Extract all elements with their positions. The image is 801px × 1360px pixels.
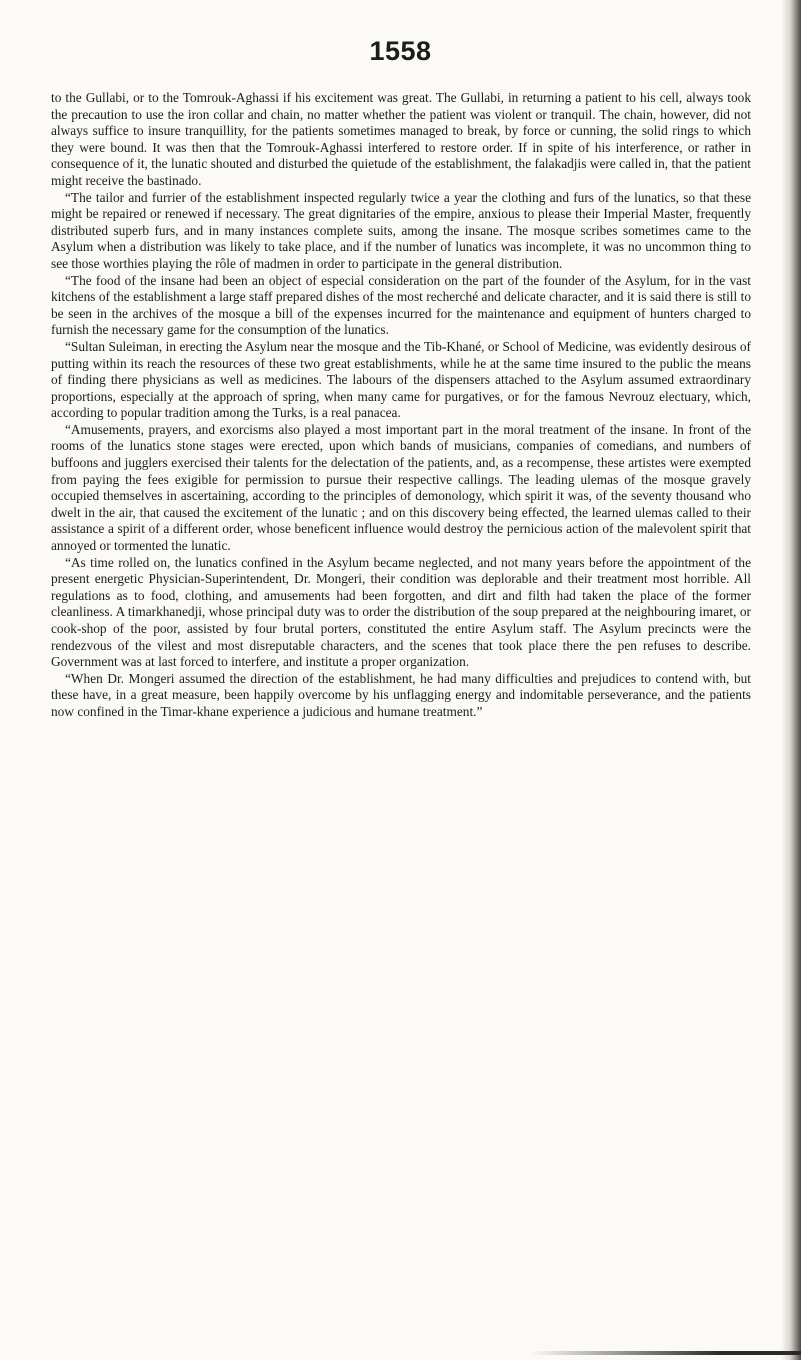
paragraph: “The food of the insane had been an object of especial consideration on the part of the founder of the Asylum, for in the vast kitchens of the establishment a large staff prepared dishes of the most recherché and delicate character, and it is said there is still to be seen in the archives of the mosque a bill of the expenses incurred for the maintenance and equipment of hunters charged to furnish the necessary game for the consumption of the lunatics. — [51, 272, 751, 338]
paragraph: “Amusements, prayers, and exorcisms also played a most important part in the moral treatment of the insane. In front of the rooms of the lunatics stone stages were erected, upon which bands of musicians, companies of comedians, and numbers of buffoons and jugglers exercised their talents for the delectation of the patients, and, as a recompense, these artistes were exempted from paying the fees exigible for permission to pursue their respective callings. The leading ulemas of the mosque gravely occupied themselves in ascertaining, according to the principles of demonology, which spirit it was, of the seventy thousand who dwelt in the air, that caused the excitement of the lunatic ; and on this discovery being effected, the learned ulemas called to their assistance a spirit of a different order, whose beneficent influence would destroy the pernicious action of the malevolent spirit that annoyed or tormented the lunatic. — [51, 421, 751, 554]
body-text — [51, 90, 751, 721]
paragraph: “When Dr. Mongeri assumed the direction of the establishment, he had many difficulties and prejudices to contend with, but these have, in a great measure, been happily overcome by his unflagging energy and indomitable perseverance, and the patients now confined in the Timar-khane experience a judicious and humane treatment.” — [51, 670, 751, 719]
paragraph: to the Gullabi, or to the Tomrouk-Aghassi if his excitement was great. The Gullabi, in returning a patient to his cell, always took the precaution to use the iron collar and chain, no matter whether the patient was violent or tranquil. The chain, however, did not always suffice to insure tranquillity, for the patients sometimes managed to break, by force or cunning, the solid rings to which they were bound. It was then that the Tomrouk-Aghassi interfered to restore order. If in spite of his interference, or rather in consequence of it, the lunatic shouted and disturbed the quietude of the establishment, the falakadjis were called in, that the patient might receive the bastinado. — [51, 90, 751, 188]
page-number: 1558 — [369, 36, 432, 66]
paragraph: “The tailor and furrier of the establishment inspected regularly twice a year the clothing and furs of the lunatics, so that these might be repaired or renewed if necessary. The great dignitaries of the empire, anxious to please their Imperial Master, frequently distributed superb furs, and in many instances complete suits, among the insane. The mosque scribes sometimes came to the Asylum when a distribution was likely to take place, and if the number of lunatics was incomplete, it was no uncommon thing to see those worthies playing the rôle of madmen in order to participate in the general distribution. — [51, 189, 751, 271]
paragraph: “Sultan Suleiman, in erecting the Asylum near the mosque and the Tib-Khané, or School of Medicine, was evidently desirous of putting within its reach the resources of these two great establishments, while he at the same time insured to the public the means of finding there physicians as well as medicines. The labours of the dispensers attached to the Asylum assumed extraordinary proportions, especially at the approach of spring, when many came for purgatives, or for the famous Nevrouz electuary, which, according to popular tradition among the Turks, is a real panacea. — [51, 338, 751, 421]
bottom-edge-shadow — [530, 1351, 801, 1355]
paragraph: “As time rolled on, the lunatics confined in the Asylum became neglected, and not many years before the appointment of the present energetic Physician-Superintendent, Dr. Mongeri, their condition was deplorable and their treatment most horrible. All regulations as to food, clothing, and amusements had been forgotten, and dirt and filth had taken the place of the former cleanliness. A timarkhanedji, whose principal duty was to order the distribution of the soup prepared at the neighbouring imaret, or cook-shop of the poor, assisted by four brutal porters, constituted the entire Asylum staff. The Asylum precincts were the rendezvous of the vilest and most disreputable characters, and the scenes that took place there the pen refuses to describe. Government was at last forced to interfere, and institute a proper organization. — [51, 554, 751, 670]
page-edge-shadow — [781, 0, 801, 1360]
